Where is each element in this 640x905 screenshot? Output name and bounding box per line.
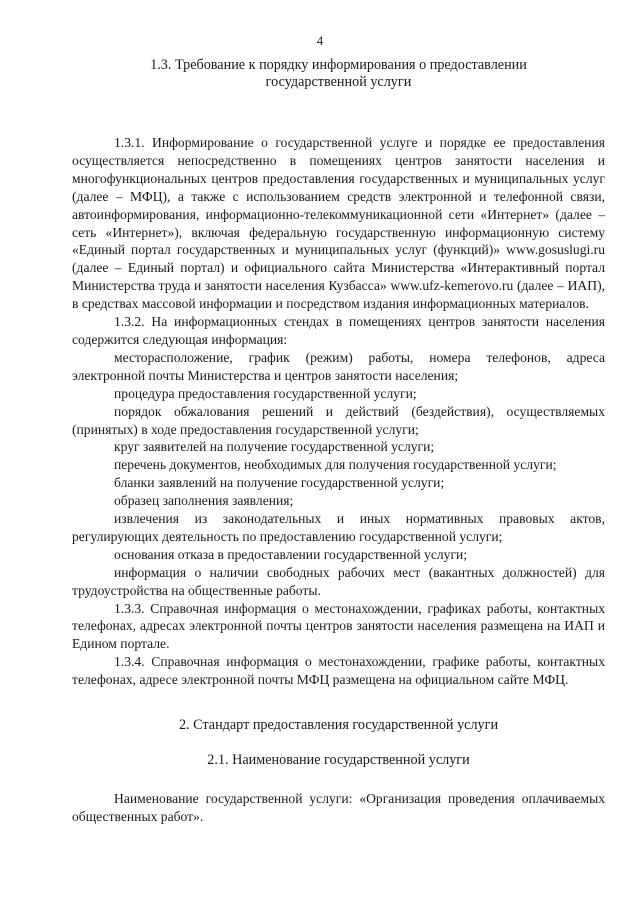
final-section-body	[72, 790, 605, 826]
list-item: извлечения из законодательных и иных нормативных правовых актов, регулирующих деятельность по предоставлению государственной услуги;	[72, 511, 605, 544]
list-item: бланки заявлений на получение государственной услуги;	[114, 475, 445, 491]
list-item: порядок обжалования решений и действий (бездействия), осуществляемых (принятых) в ходе предоставления государственной услуги;	[72, 403, 605, 437]
page-number: 4	[316, 33, 324, 48]
list-item: перечень документов, необходимых для получения государственной услуги;	[114, 457, 557, 473]
paragraph-1-3-4: 1.3.4. Справочная информация о местонахождении, графике работы, контактных телефонах, адресе электронной почты МФЦ размещена на официальном сайте МФЦ.	[72, 654, 605, 688]
list-item: круг заявителей на получение государственной услуги;	[114, 439, 435, 455]
paragraph-1-3-1: 1.3.1. Информирование о государственной услуге и порядке ее предоставления осуществляется непосредственно в помещениях центров занятости населения и многофункциональных центров предоставления государственных и муниципальных услуг (далее – МФЦ), а также с использованием средств электронной и телефонной связи, автоинформирования, информационно-телекоммуникационной сети «Интернет» (далее – сеть «Интернет»), включая федеральную государственную информационную систему «Единый портал государственных и муниципальных услуг (функций)» www.gosuslugi.ru (далее – Единый портал) и официального сайта Министерства «Интерактивный портал Министерства труда и занятости населения Кузбасса» www.ufz-kemerovo.ru (далее – ИАП), в средствах массовой информации и посредством издания информационных материалов.	[72, 135, 605, 312]
section-heading-2-1: 2.1. Наименование государственной услуги	[207, 752, 470, 768]
section-heading-1-3	[72, 57, 605, 91]
section-heading-1-3-line1: 1.3. Требование к порядку информирования о предоставлении	[150, 57, 527, 73]
list-item: месторасположение, график (режим) работы, номера телефонов, адреса электронной почты Министерства и центров занятости населения;	[72, 349, 605, 383]
section-heading-2: 2. Стандарт предоставления государственной услуги	[178, 717, 499, 733]
paragraph-1-3-2: 1.3.2. На информационных стендах в помещениях центров занятости населения содержится следующая информация:	[72, 314, 605, 347]
list-item: процедура предоставления государственной услуги;	[114, 385, 417, 401]
list-item: информация о наличии свободных рабочих мест (вакантных должностей) для трудоустройства на общественные работы.	[72, 564, 605, 598]
section-body	[72, 134, 605, 689]
section-heading-1-3-line2: государственной услуги	[265, 74, 412, 90]
list-item: образец заполнения заявления;	[114, 493, 294, 509]
paragraph-1-3-3: 1.3.3. Справочная информация о местонахождении, графиках работы, контактных телефонах, адресах электронной почты центров занятости населения размещена на ИАП и Едином портале.	[72, 600, 605, 652]
paragraph-service-name: Наименование государственной услуги: «Организация проведения оплачиваемых общественных работ».	[72, 791, 605, 824]
list-item: основания отказа в предоставлении государственной услуги;	[114, 546, 468, 562]
